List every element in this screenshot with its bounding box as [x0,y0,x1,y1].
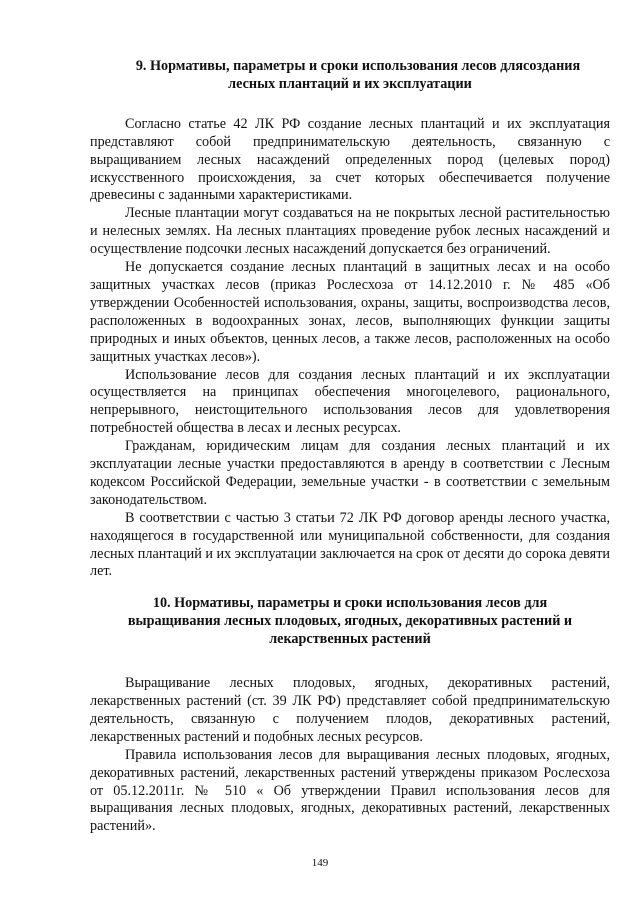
section-9-heading-line-1: 9. Нормативы, параметры и сроки использования лесов длясоздания [135,58,581,74]
section-9-paragraph-3 [90,259,610,366]
section-10-heading [90,595,610,649]
paragraph-text: Лесные плантации могут создаваться на не покрытых лесной растительностью и нелесных землях. На лесных плантациях проведение рубок лесных насаждений и осуществление подсочки лесных насаждений допускается без ограничений. [90,205,610,258]
section-9-body [90,116,610,582]
section-10-paragraph-1 [90,675,610,747]
section-9-paragraph-2 [90,205,610,259]
section-10-heading-line-2: выращивания лесных плодовых, ягодных, декоративных растений и [127,613,573,630]
section-9-heading [90,58,610,94]
page-content [90,58,610,836]
section-9-heading-line-2: лесных плантаций и их эксплуатации [228,75,472,92]
paragraph-text: Гражданам, юридическим лицам для создания лесных плантаций и их эксплуатации лесные участки предоставляются в аренду в соответствии с Лесным кодексом Российской Федерации, земельные участки - в соответствии с земельным законодательством. [90,438,610,508]
paragraph-text: Правила использования лесов для выращивания лесных плодовых, ягодных, декоративных растений, лекарственных растений утверждены приказом Рослесхоза от 05.12.2011г. № 510 « Об утверждении Правил использования лесов для выращивания лесных плодовых, ягодных, декоративных растений, лекарственных растений». [90,746,610,835]
paragraph-text: Согласно статье 42 ЛК РФ создание лесных плантаций и их эксплуатация представляют собой предпринимательскую деятельность, связанную с выращиванием лесных насаждений определенных пород (целевых пород) искусственного происхождения, за счет которых обеспечивается получение древесины с заданными характеристиками. [90,115,610,204]
paragraph-text: Использование лесов для создания лесных плантаций и их эксплуатации осуществляется на принципах обеспечения многоцелевого, рационального, непрерывного, неистощительного использования лесов для удовлетворения потребностей общества в лесах и лесных ресурсах. [90,366,610,437]
section-9-paragraph-1 [90,116,610,206]
section-9-paragraph-6 [90,510,610,582]
section-9-paragraph-5 [90,438,610,510]
section-10-paragraph-2 [90,747,610,837]
section-9-paragraph-4 [90,367,610,439]
section-10-body [90,675,610,836]
page-number: 149 [311,857,329,869]
paragraph-text: Не допускается создание лесных плантаций в защитных лесах и на особо защитных участках лесов (приказ Рослесхоза от 14.12.2010 г. № 485 «Об утверждении Особенностей использования, охраны, защиты, воспроизводства лесов, расположенных в водоохранных зонах, лесов, выполняющих функции защиты природных и иных объектов, ценных лесов, а также лесов, расположенных на особо защитных участках лесов»). [90,259,610,365]
section-10-heading-line-3: лекарственных растений [269,631,431,648]
section-10-heading-line-1: 10. Нормативы, параметры и сроки использования лесов для [152,595,548,612]
paragraph-text: В соответствии с частью 3 статьи 72 ЛК РФ договор аренды лесного участка, находящегося в государственной или муниципальной собственности, для создания лесных плантаций и их эксплуатации заключается на срок от десяти до сорока девяти лет. [90,509,610,580]
paragraph-text: Выращивание лесных плодовых, ягодных, декоративных растений, лекарственных растений (ст. 39 ЛК РФ) представляет собой предпринимательскую деятельность, связанную с получением плодов, декоративных растений, лекарственных растений и подобных лесных ресурсов. [90,675,610,745]
